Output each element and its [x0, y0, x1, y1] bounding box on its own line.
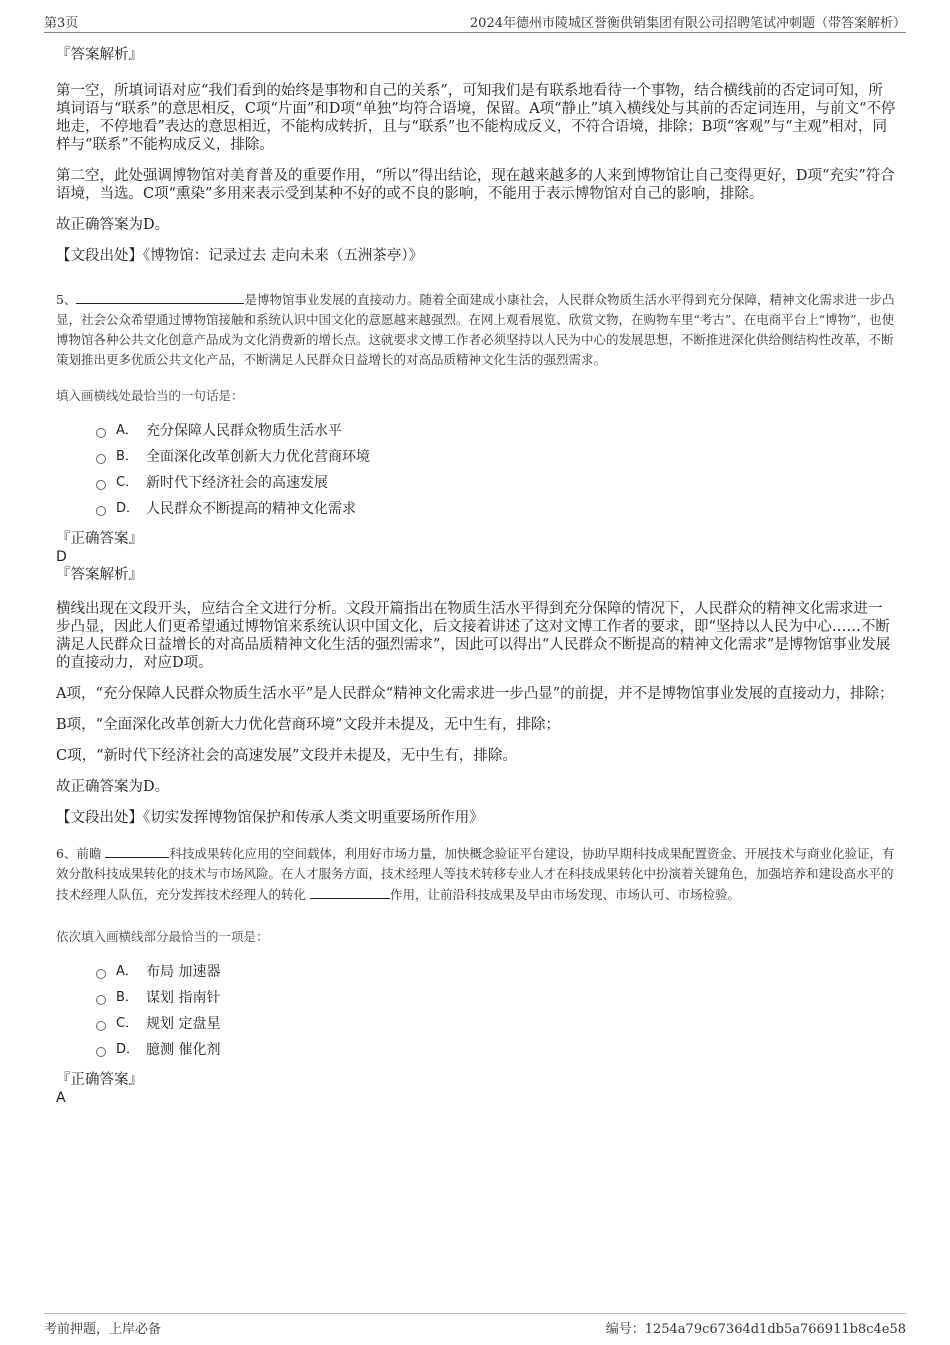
analysis-label: 『答案解析』	[56, 567, 143, 583]
option-letter: C．	[116, 1016, 139, 1031]
answer-blank-2	[310, 884, 390, 899]
source-citation: 【文段出处】《切实发挥博物馆保护和传承人类文明重要场所作用》	[56, 810, 484, 826]
radio-icon[interactable]	[96, 1021, 106, 1031]
question-prompt: 依次填入画横线部分最恰当的一项是：	[56, 929, 269, 944]
answer-blank	[76, 289, 244, 304]
option-letter: B．	[116, 449, 138, 464]
answer-label: 『正确答案』	[56, 531, 143, 547]
page-footer	[44, 1313, 906, 1336]
question-text: 科技成果转化应用的空间载体，利用好市场力量，加快概念验证平台建设，协助早期科技成果配置资金、开展技术与商业化验证，有效分散科技成果转化的技术与市场风险。在人才服务方面，技术经理人等技术转移专业人才在科技成果转化中扮演着关键角色，加强培养和建设高水平的技术经理人队伍，充分发挥技术经理人的转化	[56, 846, 895, 902]
analysis-paragraph: B项，“全面深化改革创新大力优化营商环境”文段并未提及，无中生有，排除；	[56, 717, 560, 733]
document-title: 2024年德州市陵城区誉衡供销集团有限公司招聘笔试冲刺题（带答案解析）	[469, 16, 906, 31]
page-content	[56, 46, 896, 1107]
radio-icon[interactable]	[96, 1047, 106, 1057]
option-text: 人民群众不断提高的精神文化需求	[146, 501, 356, 517]
conclusion: 故正确答案为D。	[56, 217, 170, 233]
option-b[interactable]	[96, 985, 896, 1011]
option-text: 新时代下经济社会的高速发展	[146, 475, 328, 491]
radio-icon[interactable]	[96, 428, 106, 438]
question-text: 前瞻	[76, 846, 102, 861]
source-citation: 【文段出处】《博物馆：记录过去 走向未来（五洲茶亭）》	[56, 248, 424, 264]
question-number: 5、	[56, 292, 77, 307]
correct-answer: A	[56, 1090, 66, 1106]
question-number: 6、	[56, 846, 77, 861]
analysis-paragraph: 第二空，此处强调博物馆对美育普及的重要作用，“所以”得出结论，现在越来越多的人来到博物馆让自己变得更好，D项“充实”符合语境，当选。C项“熏染”多用来表示受到某种不好的或不良的影响，不能用于表示博物馆对自己的影响，排除。	[56, 168, 895, 202]
question-prompt: 填入画横线处最恰当的一句话是：	[56, 388, 244, 403]
radio-icon[interactable]	[96, 480, 106, 490]
question-5-stem	[56, 289, 896, 370]
analysis-label: 『答案解析』	[56, 47, 143, 63]
option-list	[96, 418, 896, 522]
option-letter: A．	[116, 964, 138, 979]
question-text: 是博物馆事业发展的直接动力。随着全面建成小康社会，人民群众物质生活水平得到充分保障，精神文化需求进一步凸显，社会公众希望通过博物馆接触和系统认识中国文化的意愿越来越强烈。在网上观看展览、欣赏文物，在购物车里“考古”、在电商平台上“博物”，也使博物馆各种公共文化创意产品成为文化消费新的增长点。这就要求文博工作者必须坚持以人民为中心的发展思想，不断推进深化供给侧结构性改革，不断策划推出更多优质公共文化产品，不断满足人民群众日益增长的对高品质精神文化生活的强烈需求。	[56, 292, 895, 367]
radio-icon[interactable]	[96, 506, 106, 516]
option-text: 规划 定盘星	[146, 1016, 221, 1032]
footer-slogan: 考前押题，上岸必备	[44, 1322, 162, 1337]
radio-icon[interactable]	[96, 969, 106, 979]
option-text: 全面深化改革创新大力优化营商环境	[146, 449, 370, 465]
answer-blank-1	[105, 843, 169, 858]
analysis-paragraph: C项，“新时代下经济社会的高速发展”文段并未提及，无中生有，排除。	[56, 748, 517, 764]
option-text: 谋划 指南针	[146, 990, 221, 1006]
option-letter: C．	[116, 475, 139, 490]
conclusion: 故正确答案为D。	[56, 779, 170, 795]
radio-icon[interactable]	[96, 995, 106, 1005]
analysis-paragraph: 第一空，所填词语对应“我们看到的始终是事物和自己的关系”，可知我们是有联系地看待一个事物，结合横线前的否定词可知，所填词语与“联系”的意思相反，C项“片面”和D项“单独”均符合语境，保留。A项“静止”填入横线处与其前的否定词连用，与前文“不停地走，不停地看”表达的意思相近，不能构成转折，且与“联系”也不能构成反义，不符合语境，排除；B项“客观”与“主观”相对，同样与“联系”不能构成反义，排除。	[56, 83, 896, 153]
analysis-paragraph: A项，“充分保障人民群众物质生活水平”是人民群众“精神文化需求进一步凸显”的前提，并不是博物馆事业发展的直接动力，排除；	[56, 686, 894, 702]
option-c[interactable]	[96, 470, 896, 496]
option-a[interactable]	[96, 959, 896, 985]
page-header	[44, 10, 906, 33]
question-6-stem	[56, 843, 896, 905]
option-text: 充分保障人民群众物质生活水平	[146, 423, 342, 439]
page-number: 第3页	[44, 16, 79, 31]
option-a[interactable]	[96, 418, 896, 444]
option-d[interactable]	[96, 496, 896, 522]
option-text: 布局 加速器	[146, 964, 221, 980]
radio-icon[interactable]	[96, 454, 106, 464]
option-c[interactable]	[96, 1011, 896, 1037]
option-letter: A．	[116, 423, 138, 438]
option-b[interactable]	[96, 444, 896, 470]
question-text: 作用，让前沿科技成果及早由市场发现、市场认可、市场检验。	[390, 887, 741, 902]
correct-answer: D	[56, 549, 67, 565]
option-list	[96, 959, 896, 1063]
document-id: 编号：1254a79c67364d1db5a766911b8c4e58	[605, 1322, 906, 1337]
option-letter: D．	[116, 501, 140, 516]
answer-label: 『正确答案』	[56, 1072, 143, 1088]
option-text: 臆测 催化剂	[146, 1042, 221, 1058]
option-d[interactable]	[96, 1037, 896, 1063]
analysis-paragraph: 横线出现在文段开头，应结合全文进行分析。文段开篇指出在物质生活水平得到充分保障的情况下，人民群众的精神文化需求进一步凸显，因此人们更希望通过博物馆来系统认识中国文化，后文接着讲述了这对文博工作者的要求，即“坚持以人民为中心……不断满足人民群众日益增长的对高品质精神文化生活的强烈需求”，因此可以得出“人民群众不断提高的精神文化需求”是博物馆事业发展的直接动力，对应D项。	[56, 601, 891, 671]
option-letter: D．	[116, 1042, 140, 1057]
option-letter: B．	[116, 990, 138, 1005]
